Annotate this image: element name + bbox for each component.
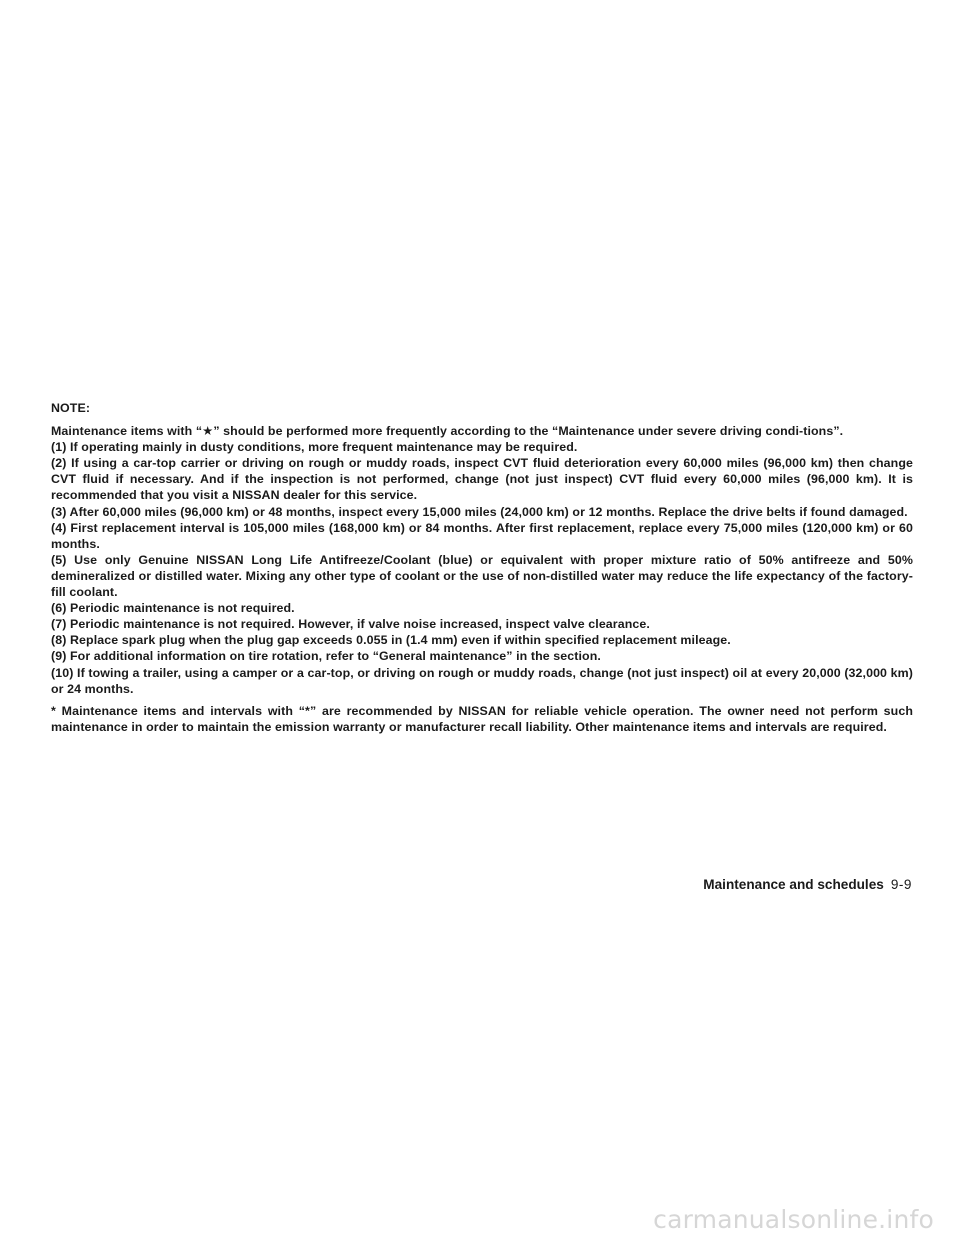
note-item-8: (8) Replace spark plug when the plug gap exceeds 0.055 in (1.4 mm) even if within specified replacement mileage. [51,633,731,648]
watermark: carmanualsonline.info [653,1205,934,1234]
note-item-9: (9) For additional information on tire rotation, refer to “General maintenance” in the section. [51,649,601,664]
note-list [51,439,913,697]
page-number: 9-9 [890,877,912,892]
maintenance-notes [51,400,913,735]
note-item-3: (3) After 60,000 miles (96,000 km) or 48 months, inspect every 15,000 miles (24,000 km) or 12 months. Replace the drive belts if found damaged. [51,504,908,519]
footnote: * Maintenance items and intervals with “*” are recommended by NISSAN for reliable vehicle operation. The owner need not perform such maintenance in order to maintain the emission warranty or manufacturer recall liability. Other maintenance items and intervals are required. [51,703,913,734]
note-heading: NOTE: [51,401,91,415]
page-footer [703,877,912,892]
note-item-4: (4) First replacement interval is 105,000 miles (168,000 km) or 84 months. After first replacement, replace every 75,000 miles (120,000 km) or 60 months. [51,520,913,551]
note-item-6: (6) Periodic maintenance is not required. [51,601,295,616]
note-item-5: (5) Use only Genuine NISSAN Long Life Antifreeze/Coolant (blue) or equivalent with proper mixture ratio of 50% antifreeze and 50% demineralized or distilled water. Mixing any other type of coolant or the use of non-distilled water may reduce the life expectancy of the factory-fill coolant. [51,552,913,600]
note-item-7: (7) Periodic maintenance is not required. However, if valve noise increased, inspect valve clearance. [51,617,650,632]
section-title: Maintenance and schedules [703,877,884,892]
note-item-1: (1) If operating mainly in dusty conditions, more frequent maintenance may be required. [51,440,578,455]
note-intro: Maintenance items with “★” should be performed more frequently according to the “Maintenance under severe driving condi-tions”. [51,424,844,439]
note-item-2: (2) If using a car-top carrier or driving on rough or muddy roads, inspect CVT fluid deterioration every 60,000 miles (96,000 km) then change CVT fluid if necessary. And if the inspection is not performed, change (not just inspect) CVT fluid every 60,000 miles (96,000 km). It is recommended that you visit a NISSAN dealer for this service. [51,456,913,503]
note-item-10: (10) If towing a trailer, using a camper or a car-top, or driving on rough or muddy roads, change (not just inspect) oil at every 20,000 (32,000 km) or 24 months. [51,665,913,696]
